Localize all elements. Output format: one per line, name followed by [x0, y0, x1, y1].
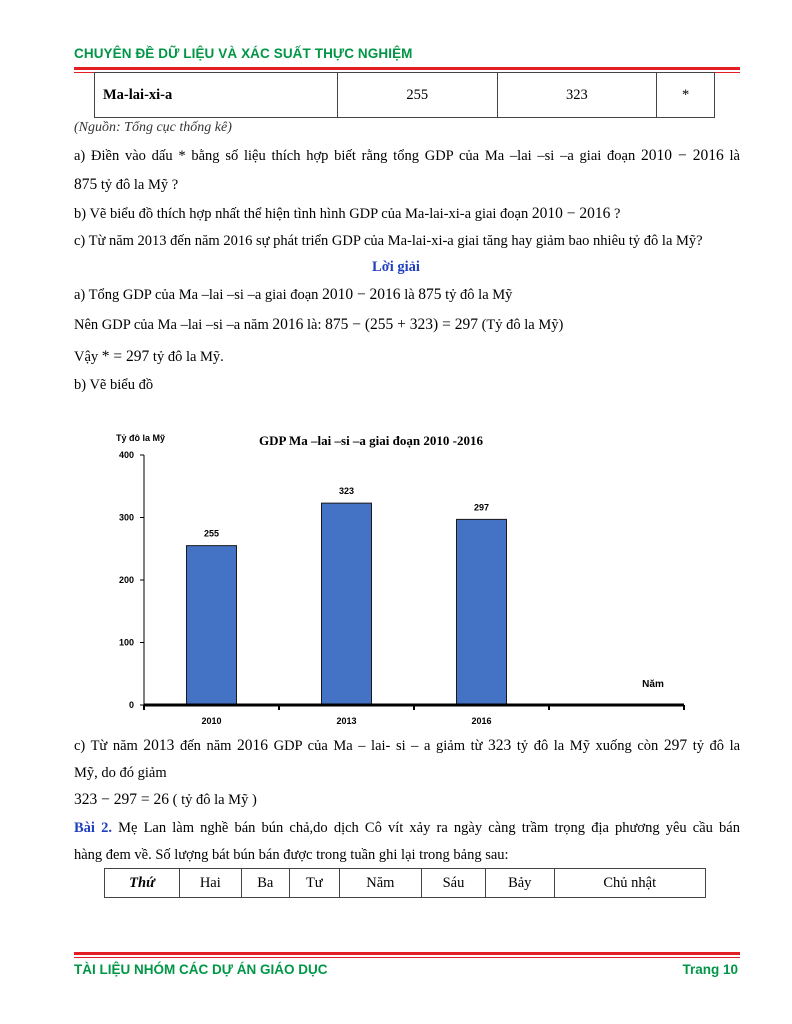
- solution-c-line3: 323 − 297 = 26 ( tỷ đô la Mỹ ): [74, 791, 257, 808]
- solution-b: b) Vẽ biểu đồ: [74, 377, 154, 393]
- bai2-line2: hàng đem về. Số lượng bát bún bán được trong tuần ghi lại trong bảng sau:: [74, 847, 509, 863]
- source-note: (Nguồn: Tổng cục thống kê): [74, 120, 232, 135]
- table-cell: Ma-lai-xi-a: [95, 73, 338, 118]
- y-tick-label: 0: [128, 700, 134, 710]
- question-b: b) Vẽ biểu đồ thích hợp nhất thể hiện tình hình GDP của Ma-lai-xi-a giai đoạn 2010 − 2016 ?: [74, 205, 621, 222]
- chart-xlabel: Năm: [642, 679, 664, 690]
- question-a-line1: a) Điền vào dấu * bằng số liệu thích hợp biết rằng tổng GDP của Ma –lai –si –a giai đoạn 2010 − 2016 là: [74, 147, 740, 164]
- bar-2016: [457, 519, 507, 705]
- table-row: [105, 869, 706, 898]
- y-tick-label: 400: [118, 450, 134, 460]
- chart-title: GDP Ma –lai –si –a giai đoạn 2010 -2016: [259, 433, 483, 448]
- page-number: Trang 10: [682, 962, 738, 977]
- y-tick-label: 200: [118, 575, 134, 585]
- bar-2010: [187, 546, 237, 705]
- x-tick-label: 2016: [471, 716, 492, 726]
- x-tick-label: 2010: [201, 716, 222, 726]
- footer-left: TÀI LIỆU NHÓM CÁC DỰ ÁN GIÁO DỤC: [74, 962, 328, 977]
- header-title: CHUYÊN ĐỀ DỮ LIỆU VÀ XÁC SUẤT THỰC NGHIỆM: [74, 46, 413, 61]
- footer-rule: [74, 952, 740, 955]
- table-cell: Sáu: [421, 869, 485, 898]
- bar-value-label: 297: [473, 502, 490, 513]
- question-c: c) Từ năm 2013 đến năm 2016 sự phát triển GDP của Ma-lai-xi-a giai tăng hay giảm bao nhiêu tỷ đô la Mỹ?: [74, 233, 703, 249]
- table-cell: *: [657, 73, 715, 118]
- table-cell: Chủ nhật: [554, 869, 705, 898]
- y-tick-label: 300: [118, 512, 134, 523]
- bar-value-label: 255: [203, 528, 220, 539]
- header-rule: [74, 67, 740, 70]
- bai2-line1: Bài 2. Mẹ Lan làm nghề bán bún chả,do dịch Cô vít xảy ra ngày càng trầm trọng địa phương yêu cầu bán: [74, 820, 740, 836]
- footer-rule-thin: [74, 957, 740, 958]
- solution-a-line2: Nên GDP của Ma –lai –si –a năm 2016 là: 875 − (255 + 323) = 297 (Tỷ đô la Mỹ): [74, 316, 564, 333]
- solution-heading: Lời giải: [372, 259, 420, 275]
- solution-c-line2: Mỹ, do đó giảm: [74, 765, 167, 781]
- sales-table: [104, 868, 706, 898]
- table-row: [95, 73, 715, 118]
- x-tick-label: 2013: [336, 716, 357, 726]
- y-tick-label: 100: [118, 637, 134, 648]
- table-cell: 255: [338, 73, 498, 118]
- bar-value-label: 323: [338, 486, 355, 497]
- solution-a-line1: a) Tổng GDP của Ma –lai –si –a giai đoạn 2010 − 2016 là 875 tỷ đô la Mỹ: [74, 286, 513, 303]
- table-cell: Hai: [179, 869, 241, 898]
- gdp-table: [94, 72, 715, 118]
- solution-a-line3: Vậy * = 297 tỷ đô la Mỹ.: [74, 348, 224, 365]
- question-a-line2: 875 tỷ đô la Mỹ ?: [74, 176, 179, 193]
- table-cell: Tư: [289, 869, 339, 898]
- table-cell: Thứ: [105, 869, 180, 898]
- table-cell: Bảy: [485, 869, 554, 898]
- table-cell: Năm: [339, 869, 421, 898]
- table-cell: Ba: [241, 869, 289, 898]
- table-cell: 323: [497, 73, 657, 118]
- bar-2013: [322, 503, 372, 705]
- solution-c-line1: c) Từ năm 2013 đến năm 2016 GDP của Ma – lai- si – a giảm từ 323 tỷ đô la Mỹ xuống còn 297 tỷ đô la: [74, 737, 741, 754]
- gdp-bar-chart: [100, 425, 690, 730]
- chart-ylabel: Tỷ đô la Mỹ: [116, 433, 166, 443]
